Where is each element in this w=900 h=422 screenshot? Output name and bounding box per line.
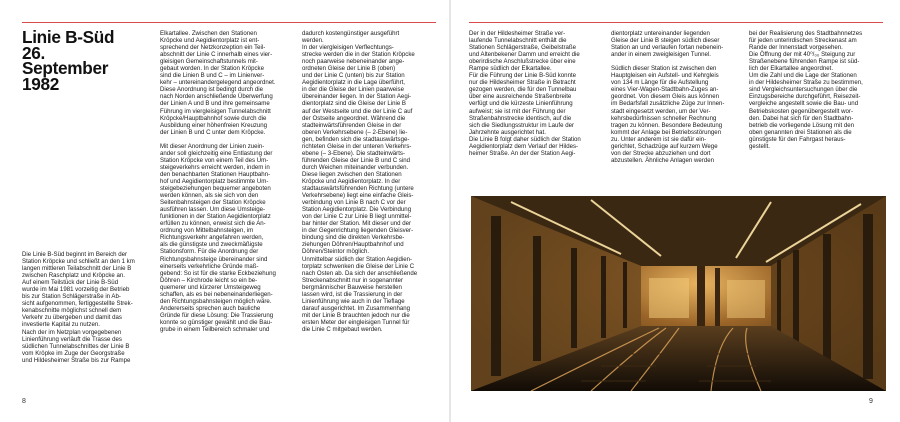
tunnel-photo-illustration: [471, 196, 886, 391]
text-column-3: bei der Realisierung des Stadtbahnnetzes für jeden unterirdischen Streckenast am Rande der Innenstadt vorgesehen. Die Öffnung der mit 40⁰/₀₀ Steigung zur Straßenebene führenden Rampe ist süd- lich der Elkartallee angeordnet. Um die Zahl und die Lage der Stationen in der Hildesheimer Straße zu bestimmen, sind Vergleichsuntersuchungen über die Einzugsbereiche durchgeführt, Reisezeit- vergleiche angestellt sowie die Bau- und Betriebskosten gegenübergestellt wor- den. Dabei hat sich für den Stadtbahn- betrieb die vorliegende Lösung mit den oben genannten drei Stationen als die günstigste für den Fahrgast heraus- gestellt.: [749, 30, 863, 150]
text-column-1: Der in der Hildesheimer Straße ver- laufende Tunnelabschnitt enthält die Stationen Schlägerstraße, Geibelstraße und Altenbekener Damm und erreicht die oberirdische Anschlußstrecke über eine Rampe südlich der Elkartallee. Für die Führung der Linie B-Süd konnte nur die Hildesheimer Straße in Betracht gezogen werden, die für den Tunnelbau über eine ausreichende Straßenbreite verfügt und die kürzeste Linienführung aufweist; sie ist mit der Führung der Straßenbahnstrecke identisch, auf die sich die Siedlungsstruktur im Laufe der Jahrzehnte ausgerichtet hat. Die Linie B folgt daher südlich der Station Aegidientorplatz dem Verlauf der Hildes- heimer Straße. An der der Station Aegi-: [469, 30, 581, 157]
top-rule: [469, 22, 883, 23]
intro-column: Die Linie B-Süd beginnt im Bereich der Station Kröpcke und schließt an den 1 km langen mittleren Teilabschnitt der Linie B zwischen Raschplatz und Kröpcke an. Auf einem Teilstück der Linie B-Süd wurde im Mai 1981 vorzeitig der Betrieb bis zur Station Schlägerstraße in Ab- sicht aufgenommen, fertiggestellte Strek- kenabschnitte möglichst schnell dem Verkehr zu übergeben und damit das investierte Kapital zu nutzen. Nach der im Netzplan vorgegebenen Linienführung verläuft die Trasse des südlichen Tunnelabschnittes der Linie B vom Kröpke im Zuge der Georgstraße und Hildesheimer Straße bis zur Rampe: [22, 251, 135, 364]
text-column-2: Elkartallee. Zwischen den Stationen Kröpcke und Aegidientorplatz ist ent- sprechend der Netzkonzeption ein Teil- abschnitt der Linie C innerhalb eines vier- gleisigen Gemeinschaftstunnels mit- gebaut worden. In der Station Kröpcke sind die Linien B und C – im Linienver- kehr – untereinandergelegend angeordnet. Diese Anordnung ist bedingt durch die nach Norden anschließende Überwerfung der Linien A und B und ihre gemeinsame Führung im viergleisigen Tunnelabschnitt Kröpcke/Hauptbahnhof sowie durch die Ausbildung einer höhenfreien Kreuzung der Linien B und C unter dem Kröpcke. Mit dieser Anordnung der Linien zuein- ander soll gleichzeitig eine Entlastung der Station Kröpcke von einem Teil des Um- steigeverkehrs erreicht werden, indem in den benachbarten Stationen Hauptbahn- hof und Aegidientorplatz bestimmte Um- steigebeziehungen bequemer angeboten werden können, als sie sich von den Seitenbahnsteigen der Station Kröpcke ausführen lassen. Um diese Umsteige- funktionen in der Station Aegidientorplatz erfüllen zu können, erweist sich die An- ordnung von Mittelbahnsteigen, im Richtungsverkehr angefahren werden, als die günstigste und zweckmäßigste Stationsform. Für die Anordnung der Richtungsbahnsteige übereinander sind einerseits verkehrliche Gründe maß- gebend: So ist für die starke Eckbeziehung Döhren – Kirchrode leicht so ein be- quemerer und kürzerer Umsteigeweg schaffen, als es bei nebeneinanderliegen- den Richtungsbahnsteigen möglich wäre. Andererseits sprechen auch bauliche Gründe für diese Lösung: Die Trassierung konnte so günstiger gewählt und die Bau- grube in einem Teilbereich schmaler und: [160, 30, 276, 333]
text-column-3: dadurch kostengünstiger ausgeführt werden. In der viergleisigen Verflechtungs- strecke werden die in der Station Kröpcke noch paarweise nebeneinander ange- ordneten Gleise der Linie B (oben) und der Linie C (unten) bis zur Station Aegidientorplatz in die Lage überführt, in der die Gleise der Linien paarweise übereinander liegen. In der Station Aegi- dientorplatz sind die Gleise der Linie B auf der Westseite und die der Linie C auf der Ostseite angeordnet. Während die stadteinwärtsführenden Gleise in der oberen Verkehrsebene (– 2-Ebene) lie- gen, befinden sich die stadtauswärtsge- richteten Gleise in der unteren Verkehrs- ebene (– 3-Ebene). Die stadteinwärts- führenden Gleise der Linie B und C sind durch Weichen miteinander verbunden. Diese liegen zwischen den Stationen Kröpcke und Aegidientorplatz. In der stadtauswärtsführenden Richtung (untere Verkehrsebene) liegt eine einfache Gleis- verbindung von Linie B nach C vor der Station Aegidientorplatz. Die Verbindung von der Linie C zur Linie B liegt unmittel- bar hinter der Station. Mit dieser und der in der Gegenrichtung liegenden Gleisver- bindung sind die direkten Verkehrsbe- ziehungen Döhren/Hauptbahnhof und Döhren/Steintor möglich. Unmittelbar südlich der Station Aegidien- torplatz schwenken die Gleise der Linie C nach Osten ab. Da sich der anschließende Streckenabschnitt nur in sogenannter bergmännischer Bauweise herstellen lassen wird, ist die Trassierung in der Linienführung wie auch in der Tieflage darauf ausgerichtet. Im Zusammenhang mit der Linie B brauchten jedoch nur die ersten Meter der eingleisigen Tunnel für die Linie C mitgebaut werden.: [302, 30, 418, 333]
page-number-left: 8: [22, 398, 26, 405]
right-page: [451, 0, 900, 422]
text-column-2: dientorplatz untereinander liegenden Gleise der Linie B steigen südlich dieser Station an und verlaufen fortan nebenein- ander in einem zweigleisigen Tunnel. Südlich dieser Station ist zwischen den Hauptgleisen ein Aufstell- und Kehrgleis von 134 m Länge für die Aufstellung eines Vier-Wagen-Stadtbahn-Zuges an- geordnet. Von diesem Gleis aus können im Bedarfsfall zusätzliche Züge zur Innen- stadt eingesetzt werden, um der Ver- kehrsbedürfnissen schneller Rechnung tragen zu können. Besondere Bedeutung kommt der Anlage bei Betriebsstörungen zu. Unter anderem ist sie dafür ein- gerichtet, Schadzüge auf kurzem Wege von der Strecke abzuziehen und dort abzustellen. Ähnliche Anlagen werden: [611, 30, 725, 164]
tunnel-photo: [471, 196, 886, 391]
top-rule: [22, 22, 436, 23]
page-number-right: 9: [869, 398, 873, 405]
page-title: Linie B-Süd 26. September 1982: [22, 27, 115, 94]
left-page: [0, 0, 449, 422]
